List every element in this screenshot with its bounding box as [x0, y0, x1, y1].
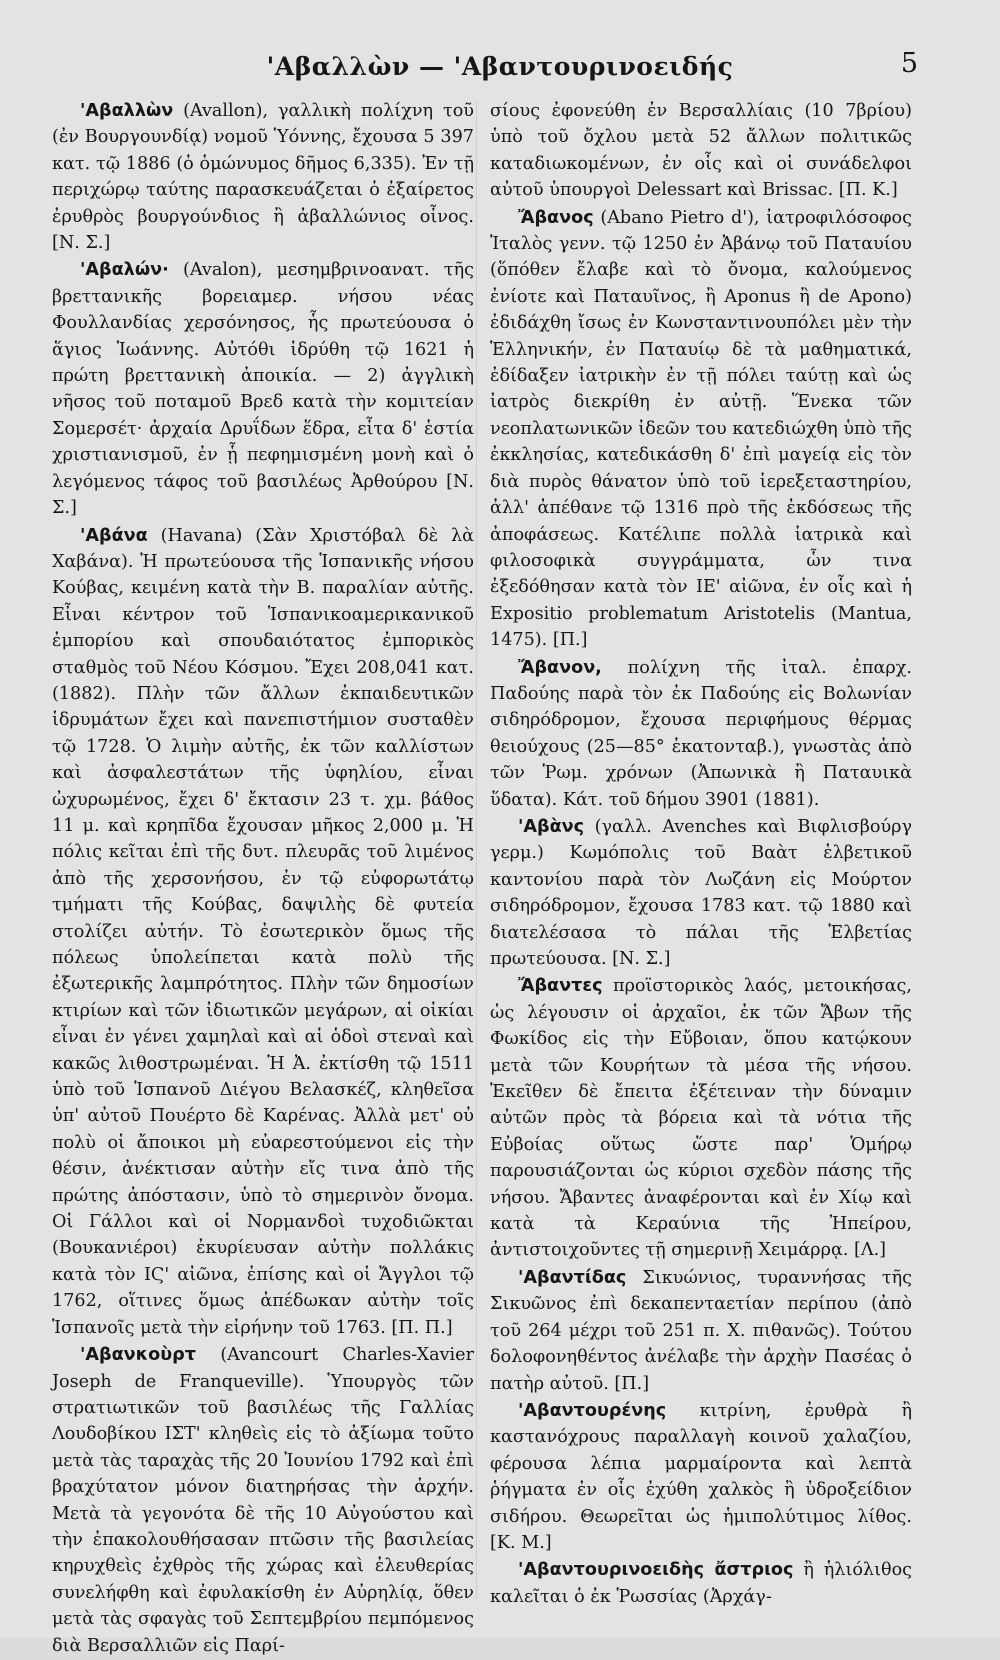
page-number: 5: [900, 48, 918, 79]
entry-text: προϊστορικὸς λαός, μετοικήσας, ὡς λέγουσιν οἱ ἀρχαῖοι, ἐκ τῶν Ἄβων τῆς Φωκίδος εἰς τὴν Εὔβοιαν, ὅπου κατῴκουν μετὰ τῶν Κουρήτων τὰ μέσα τῆς νήσου. Ἐκεῖθεν δὲ ἔπειτα ἐξέτειναν τὴν δύναμιν αὐτῶν πρὸς τὰ βόρεια καὶ τὰ νότια τῆς Εὐβοίας οὕτως ὥστε παρ' Ὁμήρῳ παρουσιάζονται ὡς κύριοι σχεδὸν πάσης τῆς νήσου. Ἄβαντες ἀναφέρονται καὶ ἐν Χίῳ καὶ κατὰ τὰ Κεραύνια τῆς Ἠπείρου, ἀντιστοιχοῦντες τῇ σημερινῇ Χειμάρρᾳ. [Λ.]: [490, 976, 912, 1261]
entry-havana: [52, 523, 474, 1342]
headword: Ἄβανον,: [518, 657, 602, 678]
headword: 'Αβὰνς: [518, 816, 585, 837]
headword: 'Αβαλών·: [80, 260, 169, 281]
entry-text: (Avalon), μεσημβρινοανατ. τῆς βρεττανικῆς βορειαμερ. νήσου νέας Φουλλανδίας χερσόνησος, ἧς πρωτεύουσα ὁ ἅγιος Ἰωάννης. Αὐτόθι ἱδρύθη τῷ 1621 ἡ πρώτη βρεττανικὴ ἀποικία. — 2) ἀγγλικὴ νῆσος τοῦ ποταμοῦ Βρεδ κατὰ τὴν κομιτείαν Σομερσέτ· ἀρχαία Δρυΐδων ἕδρα, εἶτα δ' ἑστία χριστιανισμοῦ, ἐν ᾗ πεφημισμένη μονὴ καὶ ὁ λεγόμενος τάφος τοῦ βασιλέως Ἀρθούρου [Ν. Σ.]: [52, 260, 475, 519]
entry-abantourenes: [490, 1398, 912, 1556]
page-header: [0, 48, 1000, 92]
headword: 'Αβαντουρινοειδὴς ἄστριος: [518, 1560, 794, 1581]
entry-text: πολίχνη τῆς ἰταλ. ἐπαρχ. Παδούης παρὰ τὸν ἐκ Παδούης εἰς Βολωνίαν σιδηρόδρομον, ἔχουσα περιφήμους θέρμας θειούχους (25—85° ἑκατονταβ.), γνωστὰς ἀπὸ τῶν Ῥωμ. χρόνων (Ἀπωνικὰ ἢ Παταυικὰ ὕδατα). Κάτ. τοῦ δήμου 3901 (1881).: [490, 657, 913, 810]
entry-text: ἢ ἡλιόλιθος καλεῖται ὁ ἐκ Ῥωσσίας (Ἀρχάγ-: [490, 1560, 913, 1607]
entry-text: Σικυώνιος, τυραννήσας τῆς Σικυῶνος ἐπὶ δεκαπενταετίαν περίπου (ἀπὸ τοῦ 264 μέχρι τοῦ 251 π. Χ. πιθανῶς). Τούτου δολοφονηθέντος ἀνέλαβε τὴν ἀρχὴν Πασέας ὁ πατὴρ αὐτοῦ. [Π.]: [490, 1267, 912, 1394]
entry-text: κιτρίνη, ἐρυθρὰ ἢ καστανόχρους παραλλαγὴ κοινοῦ χαλαζίου, φέρουσα λέπια μαρμαίροντα καὶ λεπτὰ ῥήγματα ἐν οἷς ἐχύθη χαλκὸς ἢ ὑδροξείδιον σιδήρου. Θεωρεῖται ὡς ἡμιπολύτιμος λίθος. [Κ. Μ.]: [490, 1400, 912, 1553]
entry-text: σίους ἐφονεύθη ἐν Βερσαλλίαις (10 7βρίου) ὑπὸ τοῦ ὄχλου μετὰ 52 ἄλλων πολιτικῶς καταδιωκομένων, ἐν οἷς καὶ οἱ συνάδελφοι αὐτοῦ ὑπουργοὶ Delessart καὶ Brissac. [Π. Κ.]: [490, 101, 912, 201]
entry-text: (Avallon), γαλλικὴ πολίχνη τοῦ (ἐν Βουργουνδίᾳ) νομοῦ Ὑόννης, ἔχουσα 5 397 κατ. τῷ 1886 (ὁ ὁμώνυμος δῆμος 6,335). Ἐν τῇ περιχώρῳ ταύτης παρασκευάζεται ὁ ἐξαίρετος ἐρυθρὸς βουργούνδιος ἢ ἀβαλλώνιος οἶνος. [Ν. Σ.]: [52, 101, 475, 254]
right-column: [490, 98, 912, 1611]
headword: Ἄβανος: [518, 207, 594, 228]
headword: 'Αβαλλὼν: [80, 101, 174, 121]
entry-abantourinoeides: [490, 1557, 912, 1610]
entry-text: (Abano Pietro d'), ἰατροφιλόσοφος Ἰταλὸς γενν. τῷ 1250 ἐν Ἀβάνῳ τοῦ Παταυίου (ὅπόθεν ἔλαβε καὶ τὸ ὄνομα, καλούμενος ἐνίοτε καὶ Παταυῖνος, ἢ Aponus ἢ de Apono) ἐδιδάχθη ἴσως ἐν Κωνσταντινουπόλει μὲν τὴν Ἑλληνικήν, ἐν Παταυίῳ δὲ τὰ μαθηματικά, ἐδίδαξεν ἰατρικὴν ἐν τῇ πόλει ταύτῃ καὶ ὡς ἰατρὸς διεκρίθη ἐν αὐτῇ. Ἕνεκα τῶν νεοπλατωνικῶν ἰδεῶν του κατεδιώχθη ὑπὸ τῆς ἐκκλησίας, κατεδικάσθη δ' ἐπὶ μαγείᾳ εἰς τὸν διὰ πυρὸς θάνατον ὑπὸ τοῦ ἱερεξεταστηρίου, ἀλλ' ἀπέθανε τῷ 1316 πρὸ τῆς ἐκδόσεως τῆς ἀποφάσεως. Κατέλιπε πολλὰ ἰατρικὰ καὶ φιλοσοφικὰ συγγράμματα, ὧν τινα ἐξεδόθησαν κατὰ τὸν ΙΕ' αἰῶνα, ἐν οἷς καὶ ἡ Expositio problematum Aristotelis (Mantua, 1475). [Π.]: [490, 207, 913, 651]
entry-abantes: [490, 973, 912, 1263]
headword: 'Αβάνα: [80, 525, 148, 546]
entry-avancourt: [52, 1342, 474, 1659]
entry-abantidas: [490, 1265, 912, 1397]
entry-text: (Havana) (Σὰν Χριστόβαλ δὲ λὰ Χαβάνα). Ἡ πρωτεύουσα τῆς Ἱσπανικῆς νήσου Κούβας, κειμένη κατὰ τὴν Β. παραλίαν αὐτῆς. Εἶναι κέντρον τοῦ Ἱσπανικοαμερικανικοῦ ἐμπορίου καὶ σπουδαιότατος ἐμπορικὸς σταθμὸς τοῦ Νέου Κόσμου. Ἔχει 208,041 κατ. (1882). Πλὴν τῶν ἄλλων ἐκπαιδευτικῶν ἱδρυμάτων ἔχει καὶ πανεπιστήμιον συσταθὲν τῷ 1728. Ὁ λιμὴν αὐτῆς, ἐκ τῶν καλλίστων καὶ ἀσφαλεστάτων τῆς ὑφηλίου, εἶναι ὠχυρωμένος, ἔχει δ' ἔκτασιν 23 τ. χμ. βάθος 11 μ. καὶ κρηπῖδα ἔχουσαν μῆκος 2,000 μ. Ἡ πόλις κεῖται ἐπὶ τῆς δυτ. πλευρᾶς τοῦ λιμένος ἀπὸ τῆς χερσονήσου, ἐν τῷ εὐφορωτάτῳ τμήματι τῆς Κούβας, δαψιλὴς δὲ φυτεία στολίζει αὐτήν. Τὸ ἐσωτερικὸν ὅμως τῆς πόλεως ὑπολείπεται κατὰ πολὺ τῆς ἐξωτερικῆς λαμπρότητος. Πλὴν τῶν δημοσίων κτιρίων καὶ τῶν ἰδιωτικῶν μεγάρων, αἱ οἰκίαι εἶναι ἐν γένει χαμηλαὶ καὶ αἱ ὁδοὶ στεναὶ καὶ κακῶς λιθοστρωμέναι. Ἡ Ἀ. ἐκτίσθη τῷ 1511 ὑπὸ τοῦ Ἱσπανοῦ Διέγου Βελασκέζ, κληθεῖσα ὑπ' αὐτοῦ Πουέρτο δὲ Καρένας. Ἀλλὰ μετ' οὐ πολὺ οἱ ἄποικοι μὴ εὐαρεστούμενοι εἰς τὴν θέσιν, ἀνέκτισαν αὐτὴν εἴς τινα ἀπὸ τῆς πρώτης ἀπόστασιν, ὑπὸ τὸ σημερινὸν ὄνομα. Οἱ Γάλλοι καὶ οἱ Νορμανδοὶ τυχοδιῶκται (Βουκανιέροι) ἐκυρίευσαν αὐτὴν πολλάκις κατὰ τὸν ΙϚ' αἰῶνα, ἐπίσης καὶ οἱ Ἄγγλοι τῷ 1762, οἵτινες ὅμως ἀπέδωκαν αὐτὴν τοῖς Ἱσπανοῖς μετὰ τὴν εἰρήνην τοῦ 1763. [Π. Π.]: [52, 525, 475, 1338]
entry-avallon: [52, 98, 474, 256]
column-gutter: [476, 100, 477, 1600]
entry-abanos: [490, 205, 912, 654]
headword: Ἄβαντες: [518, 976, 603, 997]
entry-avalon: [52, 257, 474, 521]
entry-text: (Avancourt Charles-Xavier Joseph de Franqueville). Ὑπουργὸς τῶν στρατιωτικῶν τοῦ βασιλέως τῆς Γαλλίας Λουδοβίκου ΙΣΤ' κληθεὶς εἰς τὸ ἀξίωμα τοῦτο μετὰ τὰς ταραχὰς τῆς 20 Ἰουνίου 1792 καὶ ἐπὶ βραχύτατον μόνον διατηρήσας τὴν ἀρχήν. Μετὰ τὰ γεγονότα δὲ τῆς 10 Αὐγούστου καὶ τὴν ἐπακολουθήσασαν πτῶσιν τῆς βασιλείας κηρυχθεὶς ἐχθρὸς τῆς χώρας καὶ ἐλευθερίας συνελήφθη καὶ ἐφυλακίσθη ἐν Αὐρηλίᾳ, ὅθεν μετὰ τὰς σφαγὰς τοῦ Σεπτεμβρίου πεμπόμενος διὰ Βερσαλλιῶν εἰς Παρί-: [52, 1345, 475, 1656]
entry-avenches: [490, 814, 912, 972]
entry-continuation: [490, 98, 912, 204]
headword: 'Αβανκοὺρτ: [80, 1345, 196, 1366]
running-head: 'Αβαλλὼν — 'Αβαντουρινοειδής: [266, 52, 734, 81]
left-column: [52, 98, 474, 1660]
headword: 'Αβαντουρένης: [518, 1400, 667, 1421]
entry-text: (γαλλ. Avenches καὶ Βιφλισβούργ γερμ.) Κωμόπολις τοῦ Βαὰτ ἑλβετικοῦ καντονίου παρὰ τὸν Λωζάνη εἰς Μούρτον σιδηρόδρομον, ἔχουσα 1783 κατ. τῷ 1880 καὶ διατελέσασα τὸ πάλαι τῆς Ἑλβετίας πρωτεύουσα. [Ν. Σ.]: [490, 816, 913, 969]
entry-abanon: [490, 655, 912, 813]
headword: 'Αβαντίδας: [518, 1267, 627, 1288]
